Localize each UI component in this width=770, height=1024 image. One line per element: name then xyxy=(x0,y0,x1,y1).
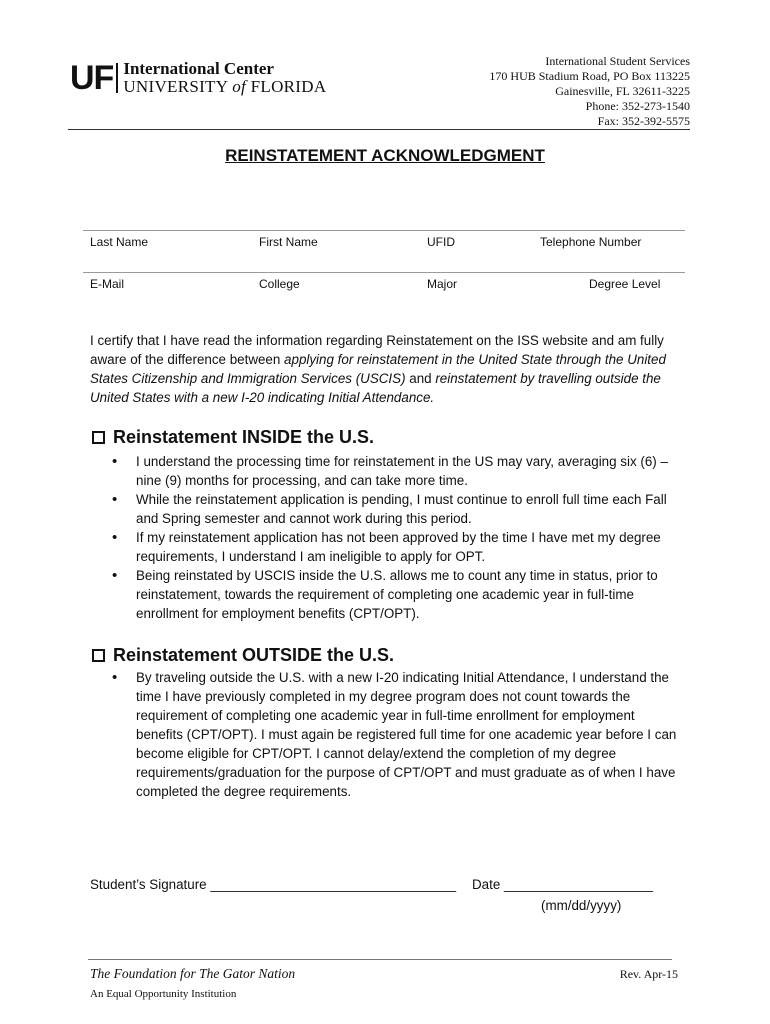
inside-bullet-3: • If my reinstatement application has not been approved by the time I have met my degree requirements, I understand I am ineligible to apply for OPT. xyxy=(112,528,692,566)
date-line[interactable]: Date ____________________ xyxy=(472,877,653,892)
field-telephone[interactable]: Telephone Number xyxy=(540,235,642,249)
inside-bullet-1: • I understand the processing time for reinstatement in the US may vary, averaging six (6) – nine (9) months for processing, and can take more time. xyxy=(112,452,692,490)
page-title: REINSTATEMENT ACKNOWLEDGMENT xyxy=(225,146,545,165)
field-row-1 xyxy=(83,230,685,251)
field-major[interactable]: Major xyxy=(427,277,458,291)
uf-logo-mark: UF xyxy=(70,59,114,97)
section-outside-heading xyxy=(92,645,394,666)
outside-bullet-1: • By traveling outside the U.S. with a new I-20 indicating Initial Attendance, I understand the time I have previously completed in my degree program does not count towards the requirement of completing one academic year in full-time enrollment for employment benefits (CPT/OPT). I must again be registered full time for one academic year before I can become eligible for CPT/OPT. I cannot delay/extend the completion of my degree requirements/graduation for the purpose of CPT/OPT and must graduate as of when I have completed the degree requirements. xyxy=(112,668,682,801)
certify-italic-1: applying for reinstatement in the United State through the United States Citizenship and Immigration Services (USCIS) xyxy=(90,352,666,386)
contact-block xyxy=(489,54,690,129)
field-row-2 xyxy=(83,272,685,293)
inside-bullet-2: • While the reinstatement application is pending, I must continue to enroll full time each Fall and Spring semester and cannot work during this period. xyxy=(112,490,692,528)
field-email[interactable]: E-Mail xyxy=(90,277,125,291)
outside-heading-text: Reinstatement OUTSIDE the U.S. xyxy=(113,645,395,665)
footer-revision: Rev. Apr-15 xyxy=(619,967,678,981)
signature-line[interactable]: Student’s Signature _________________________________ xyxy=(90,877,457,892)
inside-checkbox[interactable] xyxy=(92,431,105,444)
certify-text-2: and xyxy=(405,371,436,386)
outside-checkbox[interactable] xyxy=(92,649,105,662)
field-first-name[interactable]: First Name xyxy=(259,235,318,249)
contact-fax: Fax: 352-392-5575 xyxy=(597,114,690,128)
contact-city: Gainesville, FL 32611-3225 xyxy=(555,84,690,98)
header-divider xyxy=(68,129,690,130)
uf-logo xyxy=(70,60,326,96)
footer-tagline: The Foundation for The Gator Nation xyxy=(90,966,296,981)
logo-divider xyxy=(116,63,118,93)
logo-university-word: UNIVERSITY xyxy=(123,77,233,96)
logo-florida-word: FLORIDA xyxy=(246,77,327,96)
contact-office: International Student Services xyxy=(545,54,690,68)
field-last-name[interactable]: Last Name xyxy=(90,235,149,249)
logo-of-word: of xyxy=(232,77,247,96)
contact-phone: Phone: 352-273-1540 xyxy=(585,99,690,113)
logo-line-international-center: International Center xyxy=(123,59,274,78)
inside-heading-text: Reinstatement INSIDE the U.S. xyxy=(113,427,375,447)
logo-line-university xyxy=(123,78,326,96)
inside-bullet-4: • Being reinstated by USCIS inside the U.S. allows me to count any time in status, prior to reinstatement, towards the requirement of completing one academic year in full-time enrollment for employment benefits (CPT/OPT). xyxy=(112,566,692,623)
outside-bullet-list xyxy=(112,668,682,801)
certify-text-1: I certify that I have read the information regarding Reinstatement on the ISS website and am fully aware of the difference between xyxy=(90,333,664,367)
footer-equal-opportunity: An Equal Opportunity Institution xyxy=(90,988,237,1000)
inside-bullet-list xyxy=(112,452,692,623)
logo-text xyxy=(123,60,326,96)
certify-italic-2: reinstatement by travelling outside the United States with a new I-20 indicating Initial Attendance. xyxy=(90,371,661,405)
section-inside-heading xyxy=(92,427,374,448)
field-degree-level[interactable]: Degree Level xyxy=(589,277,661,291)
field-ufid[interactable]: UFID xyxy=(427,235,455,249)
contact-address: 170 HUB Stadium Road, PO Box 113225 xyxy=(489,69,690,83)
certification-paragraph xyxy=(90,331,690,407)
date-format-hint: (mm/dd/yyyy) xyxy=(541,898,622,913)
footer-divider xyxy=(88,959,672,960)
field-college[interactable]: College xyxy=(259,277,300,291)
